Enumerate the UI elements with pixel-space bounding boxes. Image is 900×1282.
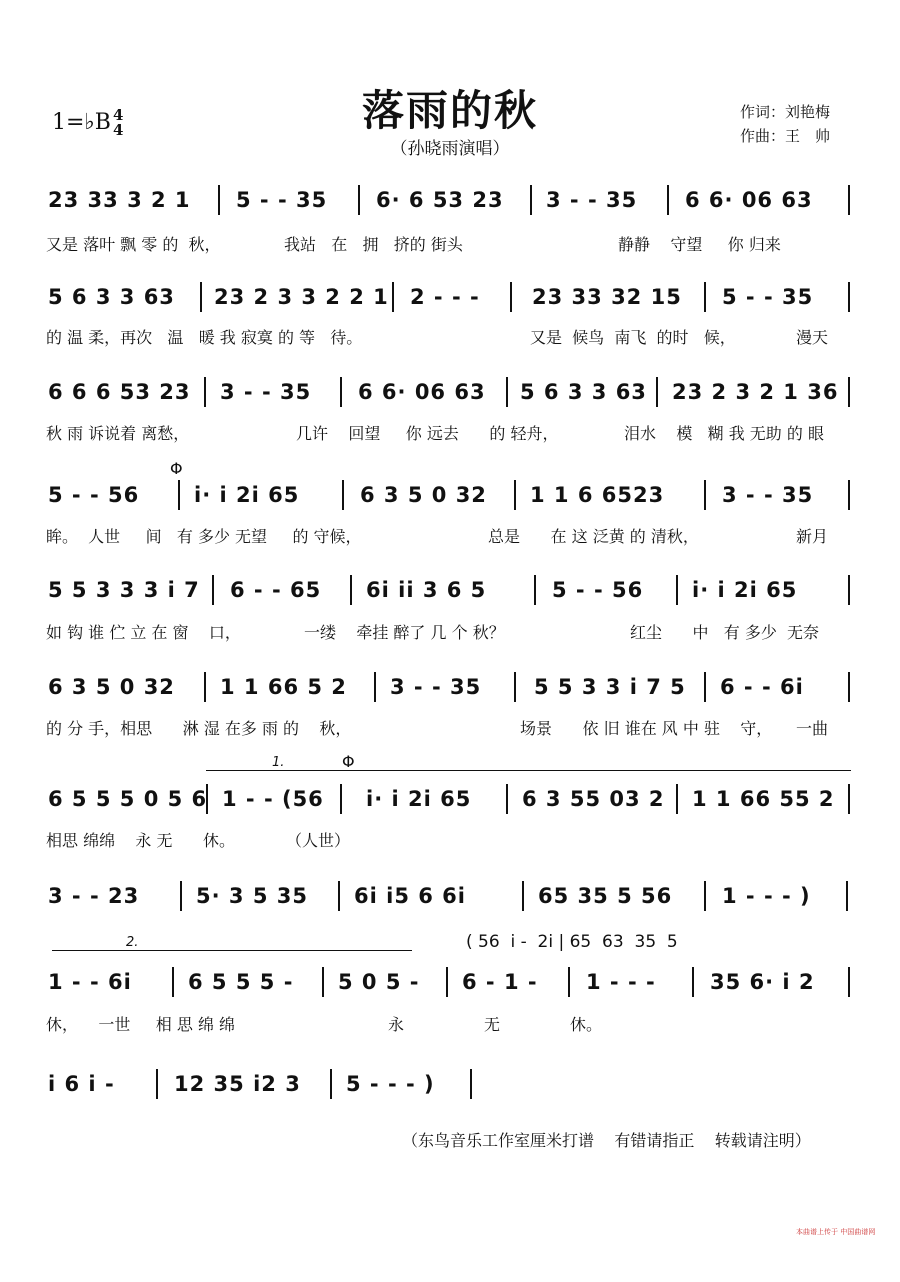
ossia-line: ( 56 i - 2i | 65 63 35 5	[466, 932, 678, 952]
barline	[446, 967, 448, 997]
lyric: 红尘 中 有 多少 无奈	[630, 623, 820, 642]
song-subtitle: （孙晓雨演唱）	[390, 139, 510, 159]
measure: 1 - - 6i	[48, 970, 132, 994]
barline	[514, 672, 516, 702]
measure: 23 2 3 2 1 36	[672, 380, 839, 404]
barline	[200, 282, 202, 312]
measure: 5 6 3 3 63	[520, 380, 647, 404]
measure: 1 - - -	[586, 970, 656, 994]
measure: 6 3 5 0 32	[360, 483, 487, 507]
measure: i· i 2i 65	[366, 787, 472, 811]
barline	[848, 282, 850, 312]
volta-bracket-1	[206, 755, 851, 771]
barline	[204, 377, 206, 407]
lyric: 新月	[796, 527, 829, 546]
lyric: 永	[388, 1015, 405, 1034]
barline	[212, 575, 214, 605]
coda-sign: Φ	[170, 459, 183, 478]
barline	[204, 672, 206, 702]
volta-bracket-2	[52, 935, 412, 951]
measure: 5 - - 35	[722, 285, 814, 309]
barline	[180, 881, 182, 911]
lyric: （人世）	[286, 831, 351, 850]
measure: 6 - 1 -	[462, 970, 538, 994]
measure: 5 - - 56	[552, 578, 644, 602]
measure: 6 - - 65	[230, 578, 322, 602]
measure: 6· 6 53 23	[376, 188, 504, 212]
lyric: 泪水 模 糊 我 无助 的 眼	[624, 424, 824, 443]
volta-label: 2.	[126, 935, 139, 950]
measure: 3 - - 35	[390, 675, 482, 699]
key-text: 1=♭B	[52, 110, 111, 135]
measure: 6 3 5 0 32	[48, 675, 175, 699]
barline	[692, 967, 694, 997]
barline	[506, 784, 508, 814]
measure: 1 - - - )	[722, 884, 811, 908]
coda-sign: Φ	[342, 752, 355, 771]
barline	[522, 881, 524, 911]
barline	[506, 377, 508, 407]
key-signature	[52, 108, 123, 138]
barline	[172, 967, 174, 997]
measure: 3 - - 23	[48, 884, 140, 908]
barline	[218, 185, 220, 215]
barline	[676, 575, 678, 605]
barline	[322, 967, 324, 997]
final-barline	[470, 1069, 472, 1099]
repeat-start	[510, 282, 512, 312]
lyric: 休， 一世 相 思 绵 绵	[46, 1015, 236, 1034]
barline	[848, 784, 850, 814]
footer-note: （东鸟音乐工作室厘米打谱 有错请指正 转载请注明）	[402, 1131, 811, 1150]
measure: 5 0 5 -	[338, 970, 420, 994]
barline	[156, 1069, 158, 1099]
lyric-row	[40, 716, 862, 792]
barline	[848, 967, 850, 997]
barline	[342, 480, 344, 510]
lyric-row	[40, 828, 862, 885]
barline	[704, 480, 706, 510]
watermark-stamp: 本曲谱上传于 中国曲谱网	[796, 1228, 876, 1236]
barline	[568, 967, 570, 997]
lyric: 秋 雨 诉说着 离愁，	[46, 424, 190, 443]
measure: 6 5 5 5 0 5 6	[48, 787, 208, 811]
lyric: 如 钩 谁 伫 立 在 窗 口，	[46, 623, 241, 642]
barline	[358, 185, 360, 215]
barline	[330, 1069, 332, 1099]
barline	[848, 377, 850, 407]
barline	[848, 185, 850, 215]
time-signature: 4 4	[112, 106, 124, 139]
measure: 6 - - 6i	[720, 675, 804, 699]
measure: 5 - - 35	[236, 188, 328, 212]
score-row	[40, 1072, 862, 1240]
song-title: 落雨的秋	[361, 86, 538, 135]
measure: 23 2 3 3 2 2 1	[214, 285, 389, 309]
lyric: 的 分 手，相思 淋 湿 在多 雨 的 秋，	[46, 719, 352, 738]
barline	[514, 480, 516, 510]
measure: i 6 i -	[48, 1072, 115, 1096]
barline	[340, 784, 342, 814]
repeat-end	[846, 881, 848, 911]
measure: 5 - - - )	[346, 1072, 435, 1096]
lyric: 休。	[570, 1015, 603, 1034]
lyric: 的 温 柔，再次 温 暖 我 寂寞 的 等 待。	[46, 328, 363, 347]
barline	[676, 784, 678, 814]
barline	[392, 282, 394, 312]
barline	[848, 480, 850, 510]
measure: 6 6 6 53 23	[48, 380, 191, 404]
lyric: 静静 守望 你 归来	[618, 235, 781, 254]
measure: 5 6 3 3 63	[48, 285, 175, 309]
measure: 6 6· 06 63	[685, 188, 813, 212]
barline	[374, 672, 376, 702]
volta-label: 1.	[272, 755, 285, 770]
measure: 6 5 5 5 -	[188, 970, 294, 994]
measure: i· i 2i 65	[194, 483, 300, 507]
lyric: 几许 回望 你 远去 的 轻舟，	[296, 424, 559, 443]
barline	[350, 575, 352, 605]
lyric: 一缕 牵挂 醉了 几 个 秋？	[304, 623, 505, 642]
barline	[178, 480, 180, 510]
measure: 3 - - 35	[220, 380, 312, 404]
measure: 35 6· i 2	[710, 970, 815, 994]
measure: 6 6· 06 63	[358, 380, 486, 404]
lyricist: 作词：刘艳梅	[740, 103, 831, 121]
measure: 5 - - 56	[48, 483, 140, 507]
measure: 1 1 6 6523	[530, 483, 665, 507]
measure: 23 33 3 2 1	[48, 188, 191, 212]
barline	[704, 672, 706, 702]
barline	[848, 575, 850, 605]
barline	[667, 185, 669, 215]
measure: i· i 2i 65	[692, 578, 798, 602]
measure: 1 - - (56	[222, 787, 324, 811]
lyric: 相思 绵绵 永 无 休。	[46, 831, 236, 850]
composer: 作曲：王 帅	[740, 127, 831, 145]
lyric: 眸。 人世 间 有 多少 无望 的 守候，	[46, 527, 362, 546]
measure: 6i ii 3 6 5	[366, 578, 487, 602]
barline	[206, 784, 208, 814]
measure: 2 - - -	[410, 285, 480, 309]
measure: 3 - - 35	[546, 188, 638, 212]
barline	[848, 672, 850, 702]
lyric: 漫天	[796, 328, 829, 347]
barline	[534, 575, 536, 605]
lyric: 又是 候鸟 南飞 的时 候，	[530, 328, 736, 347]
lyric: 我站 在 拥 挤的 街头	[284, 235, 463, 254]
barline	[340, 377, 342, 407]
measure: 12 35 i2 3	[174, 1072, 301, 1096]
barline	[530, 185, 532, 215]
measure: 3 - - 35	[722, 483, 814, 507]
barline	[338, 881, 340, 911]
lyric: 又是 落叶 飘 零 的 秋，	[46, 235, 221, 254]
barline	[704, 282, 706, 312]
measure: 6 3 55 03 2	[522, 787, 665, 811]
barline	[656, 377, 658, 407]
measure: 65 35 5 56	[538, 884, 673, 908]
measure: 5 5 3 3 i 7 5	[534, 675, 686, 699]
measure: 1 1 66 55 2	[692, 787, 835, 811]
lyric: 场景 依 旧 谁在 风 中 驻 守，	[520, 719, 773, 738]
measure: 6i i5 6 6i	[354, 884, 466, 908]
credits	[740, 100, 830, 148]
lyric: 无	[484, 1015, 501, 1034]
measure: 23 33 32 15	[532, 285, 682, 309]
lyric: 总是 在 这 泛黄 的 清秋，	[488, 527, 699, 546]
lyric: 一曲	[796, 719, 829, 738]
measure: 5· 3 5 35	[196, 884, 308, 908]
barline	[704, 881, 706, 911]
measure: 5 5 3 3 3 i 7	[48, 578, 200, 602]
measure: 1 1 66 5 2	[220, 675, 347, 699]
